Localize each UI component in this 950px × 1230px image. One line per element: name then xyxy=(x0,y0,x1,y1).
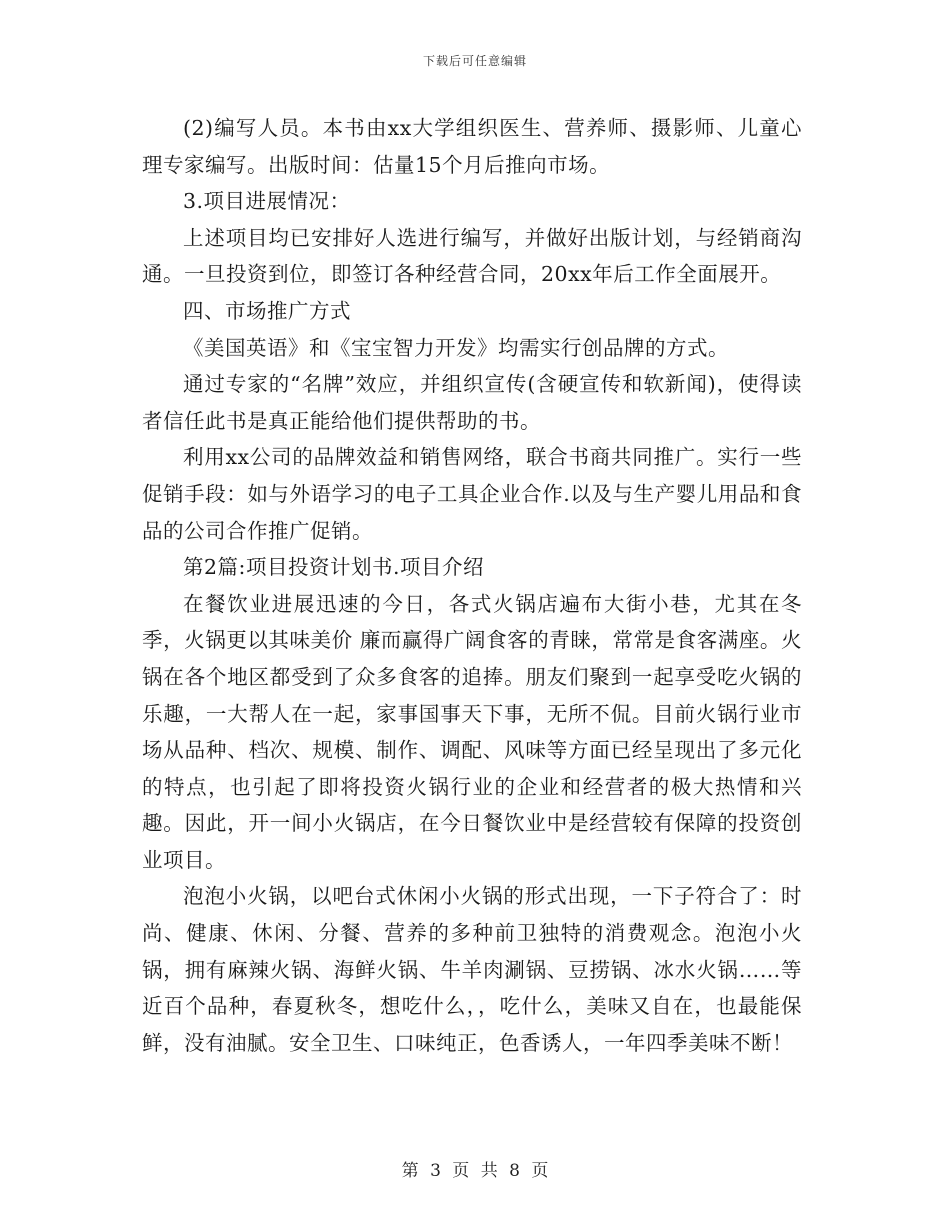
paragraph-editors: (2)编写人员。本书由xx大学组织医生、营养师、摄影师、儿童心理专家编写。出版时间：估量15个月后推向市场。 xyxy=(142,116,802,177)
heading-market-promotion: 四、市场推广方式 xyxy=(183,298,351,323)
paragraph-expert-effect: 通过专家的“名牌”效应，并组织宣传(含硬宣传和软新闻)，使得读者信任此书是真正能给他们提供帮助的书。 xyxy=(142,372,802,433)
paragraph-progress: 上述项目均已安排好人选进行编写，并做好出版计划，与经销商沟通。一旦投资到位，即签订各种经营合同，20xx年后工作全面展开。 xyxy=(142,225,802,287)
heading-part-2: 第2篇:项目投资计划书.项目介绍 xyxy=(183,555,484,580)
page-number: 第 3 页 共 8 页 xyxy=(401,1161,549,1181)
paragraph-brand-method: 《美国英语》和《宝宝智力开发》均需实行创品牌的方式。 xyxy=(183,335,729,360)
heading-project-progress: 3.项目进展情况： xyxy=(183,189,351,214)
paragraph-bubble-hotpot: 泡泡小火锅，以吧台式休闲小火锅的形式出现，一下子符合了：时尚、健康、休闲、分餐、营养的多种前卫独特的消费观念。泡泡小火锅，拥有麻辣火锅、海鲜火锅、牛羊肉涮锅、豆捞锅、冰水火锅……等近百个品种，春夏秋冬，想吃什么，，吃什么，美味又自在，也最能保鲜，没有油腻。安全卫生、口味纯正，色香诱人，一年四季美味不断！ xyxy=(142,884,802,1055)
page-header: 下载后可任意编辑 xyxy=(422,54,527,68)
document-body xyxy=(142,110,802,1061)
paragraph-hotpot-intro: 在餐饮业进展迅速的今日，各式火锅店遍布大街小巷，尤其在冬季，火锅更以其味美价 廉而赢得广阔食客的青睐，常常是食客满座。火锅在各个地区都受到了众多食客的追捧。朋友们聚到一起享受吃火锅的乐趣，一大帮人在一起，家事国事天下事，无所不侃。目前火锅行业市场从品种、档次、规模、制作、调配、风味等方面已经呈现出了多元化的特点，也引起了即将投资火锅行业的企业和经营者的极大热情和兴趣。因此，开一间小火锅店，在今日餐饮业中是经营较有保障的投资创业项目。 xyxy=(142,591,802,872)
paragraph-sales-network: 利用xx公司的品牌效益和销售网络，联合书商共同推广。实行一些促销手段：如与外语学习的电子工具企业合作.以及与生产婴儿用品和食品的公司合作推广促销。 xyxy=(142,445,802,543)
